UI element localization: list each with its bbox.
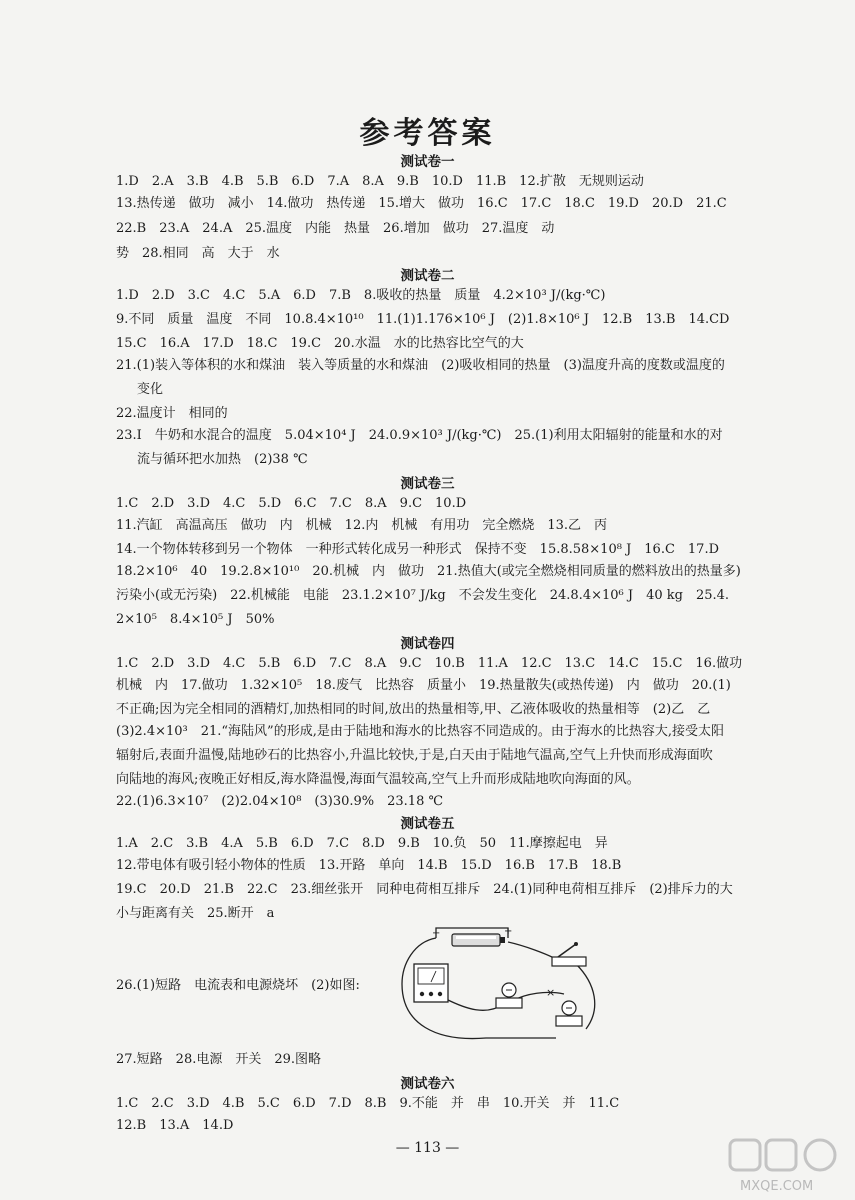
answer-line: 变化 [137, 382, 164, 397]
bulb-1-icon [496, 983, 522, 1008]
section-heading-4: 测试卷四 [400, 636, 455, 652]
section-heading-3: 测试卷三 [400, 476, 455, 492]
battery-minus-label: − [432, 928, 441, 939]
answer-line: 辐射后,表面升温慢,陆地砂石的比热容小,升温比较快,于是,白天由于陆地气温高,空气上升快而形成海面吹 [116, 748, 713, 763]
bulb-2-icon [556, 1001, 582, 1026]
answer-line: (3)2.4×10³ 21.“海陆风”的形成,是由于陆地和海水的比热容不同造成的。由于海水的比热容大,接受太阳 [116, 724, 724, 739]
answer-line: 1.C 2.D 3.D 4.C 5.B 6.D 7.C 8.A 9.C 10.B 11.A 12.C 13.C 14.C 15.C 16.做功 [116, 656, 743, 671]
answer-line: 15.C 16.A 17.D 18.C 19.C 20.水温 水的比热容比空气的大 [116, 336, 524, 351]
answer-line: 11.汽缸 高温高压 做功 内 机械 12.内 机械 有用功 完全燃烧 13.乙 丙 [116, 518, 608, 533]
answer-line: 26.(1)短路 电流表和电源烧坏 (2)如图: [116, 978, 360, 993]
answer-line: 12.带电体有吸引轻小物体的性质 13.开路 单向 14.B 15.D 16.B 17.B 18.B [116, 858, 622, 873]
answer-line: 2×10⁵ 8.4×10⁵ J 50% [116, 612, 275, 627]
answer-line: 21.(1)装入等体积的水和煤油 装入等质量的水和煤油 (2)吸收相同的热量 (3)温度升高的度数或温度的 [116, 358, 725, 373]
answer-line: 1.C 2.C 3.D 4.B 5.C 6.D 7.D 8.B 9.不能 并 串 10.开关 并 11.C [116, 1096, 620, 1111]
answer-line: 污染小(或无污染) 22.机械能 电能 23.1.2×10⁷ J/kg 不会发生变化 24.8.4×10⁶ J 40 kg 25.4. [116, 588, 730, 603]
answer-line: 不正确;因为完全相同的酒精灯,加热相同的时间,放出的热量相等,甲、乙液体吸收的热量相等 (2)乙 乙 [116, 702, 711, 717]
answer-line: 1.C 2.D 3.D 4.C 5.D 6.C 7.C 8.A 9.C 10.D [116, 496, 467, 511]
ammeter-icon [414, 964, 448, 1002]
answer-line: 1.D 2.A 3.B 4.B 5.B 6.D 7.A 8.A 9.B 10.D 11.B 12.扩散 无规则运动 [116, 174, 644, 189]
answer-line: 1.D 2.D 3.C 4.C 5.A 6.D 7.B 8.吸收的热量 质量 4.2×10³ J/(kg·℃) [116, 288, 606, 303]
page-number: — 113 — [395, 1140, 460, 1156]
answer-line: 1.A 2.C 3.B 4.A 5.B 6.D 7.C 8.D 9.B 10.负 50 11.摩擦起电 异 [116, 836, 608, 851]
answer-line: 小与距离有关 25.断开 a [116, 906, 275, 921]
switch-icon [552, 942, 586, 966]
page-title: 参考答案 [359, 116, 496, 151]
section-heading-6: 测试卷六 [400, 1076, 455, 1092]
answer-line: 机械 内 17.做功 1.32×10⁵ 18.废气 比热容 质量小 19.热量散失(或热传递) 内 做功 20.(1) [116, 678, 731, 693]
answer-line: 23.I 牛奶和水混合的温度 5.04×10⁴ J 24.0.9×10³ J/(kg·℃) 25.(1)利用太阳辐射的能量和水的对 [116, 428, 723, 443]
answer-line: 18.2×10⁶ 40 19.2.8×10¹⁰ 20.机械 内 做功 21.热值大(或完全燃烧相同质量的燃料放出的热量多) [116, 564, 741, 579]
section-heading-2: 测试卷二 [400, 268, 455, 284]
circuit-diagram [396, 924, 618, 1048]
answer-line: 14.一个物体转移到另一个物体 一种形式转化成另一种形式 保持不变 15.8.58×10⁸ J 16.C 17.D [116, 542, 720, 557]
battery-plus-label: + [504, 926, 513, 937]
answer-line: 9.不同 质量 温度 不同 10.8.4×10¹⁰ 11.(1)1.176×10⁶ J (2)1.8×10⁶ J 12.B 13.B 14.CD [116, 312, 730, 327]
battery-icon [452, 934, 505, 946]
answer-line: 势 28.相同 高 大于 水 [116, 246, 280, 261]
answer-line: 27.短路 28.电源 开关 29.图略 [116, 1052, 322, 1067]
answer-line: 19.C 20.D 21.B 22.C 23.细丝张开 同种电荷相互排斥 24.(1)同种电荷相互排斥 (2)排斥力的大 [116, 882, 733, 897]
watermark-logo [724, 1136, 852, 1196]
answer-line: 向陆地的海风;夜晚正好相反,海水降温慢,海面气温较高,空气上升而形成陆地吹向海面的风。 [116, 772, 640, 787]
answer-line: 13.热传递 做功 减小 14.做功 热传递 15.增大 做功 16.C 17.C 18.C 19.D 20.D 21.C [116, 196, 727, 211]
answer-line: 22.温度计 相同的 [116, 406, 228, 421]
answer-line: 流与循环把水加热 (2)38 ℃ [137, 452, 308, 467]
watermark-text: MXQE.COM [740, 1179, 814, 1194]
section-heading-1: 测试卷一 [400, 154, 455, 170]
answer-line: 22.(1)6.3×10⁷ (2)2.04×10⁸ (3)30.9% 23.18 ℃ [116, 794, 444, 809]
section-heading-5: 测试卷五 [400, 816, 455, 832]
answer-line: 12.B 13.A 14.D [116, 1118, 234, 1133]
answer-line: 22.B 23.A 24.A 25.温度 内能 热量 26.增加 做功 27.温度 动 [116, 221, 555, 236]
switch-cross-mark: × [546, 986, 556, 999]
